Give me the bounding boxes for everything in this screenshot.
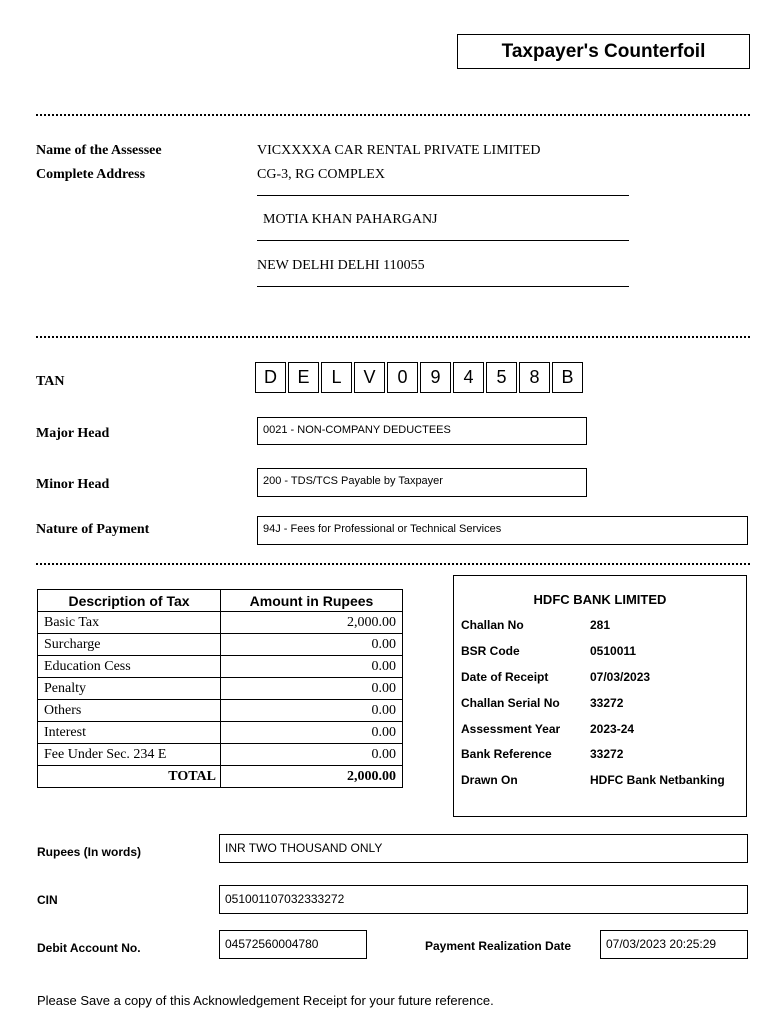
address-line-3: NEW DELHI DELHI 110055 <box>257 258 425 273</box>
challan-serial-value: 33272 <box>590 696 624 710</box>
payment-realization-date-field: 07/03/2023 20:25:29 <box>600 930 748 959</box>
table-row <box>38 612 403 634</box>
cin-label: CIN <box>37 893 58 907</box>
address-line-1: CG-3, RG COMPLEX <box>257 167 385 182</box>
column-header: Amount in Rupees <box>221 590 403 612</box>
bank-name: HDFC BANK LIMITED <box>533 592 667 607</box>
payment-realization-date-label: Payment Realization Date <box>425 939 572 953</box>
tax-amount: 0.00 <box>221 744 403 766</box>
tan-char-box: 9 <box>420 362 451 393</box>
assessment-year-label: Assessment Year <box>461 722 561 736</box>
bank-reference-value: 33272 <box>590 747 624 761</box>
tan-char-box: 0 <box>387 362 418 393</box>
tax-description: Interest <box>38 722 221 744</box>
tax-amount: 0.00 <box>221 634 403 656</box>
bsr-code-label: BSR Code <box>461 644 520 658</box>
table-header-row <box>38 590 403 612</box>
dotted-separator <box>36 114 750 116</box>
column-header: Description of Tax <box>38 590 221 612</box>
tan-char-box: E <box>288 362 319 393</box>
dotted-separator <box>36 336 750 338</box>
tan-boxes <box>255 362 583 393</box>
debit-account-field: 04572560004780 <box>219 930 367 959</box>
table-row <box>38 722 403 744</box>
tax-amount: 0.00 <box>221 722 403 744</box>
challan-no-value: 281 <box>590 618 611 632</box>
counterfoil-title: Taxpayer's Counterfoil <box>457 34 750 69</box>
address-underline-2 <box>257 240 629 241</box>
rupees-in-words-label: Rupees (In words) <box>37 845 142 859</box>
tan-char-box: V <box>354 362 385 393</box>
tax-table <box>37 589 403 788</box>
nature-of-payment-label: Nature of Payment <box>36 522 150 537</box>
tan-char-box: 5 <box>486 362 517 393</box>
tax-amount: 0.00 <box>221 700 403 722</box>
tax-amount: 2,000.00 <box>221 612 403 634</box>
table-row <box>38 700 403 722</box>
table-row <box>38 656 403 678</box>
address-underline-1 <box>257 195 629 196</box>
table-row <box>38 678 403 700</box>
tax-description: Fee Under Sec. 234 E <box>38 744 221 766</box>
address-label: Complete Address <box>36 167 146 182</box>
total-label: TOTAL <box>38 766 221 788</box>
tan-char-box: L <box>321 362 352 393</box>
table-row <box>38 744 403 766</box>
major-head-field: 0021 - NON-COMPANY DEDUCTEES <box>257 417 587 445</box>
minor-head-field: 200 - TDS/TCS Payable by Taxpayer <box>257 468 587 497</box>
table-total-row <box>38 766 403 788</box>
major-head-label: Major Head <box>36 426 110 441</box>
tax-description: Penalty <box>38 678 221 700</box>
rupees-in-words-field: INR TWO THOUSAND ONLY <box>219 834 748 863</box>
bsr-code-value: 0510011 <box>590 644 637 658</box>
cin-field: 051001107032333272 <box>219 885 748 914</box>
tan-char-box: B <box>552 362 583 393</box>
tax-description: Basic Tax <box>38 612 221 634</box>
address-line-2: MOTIA KHAN PAHARGANJ <box>263 212 438 227</box>
address-underline-3 <box>257 286 629 287</box>
drawn-on-label: Drawn On <box>461 773 518 787</box>
tan-char-box: 4 <box>453 362 484 393</box>
assessee-name-label: Name of the Assessee <box>36 143 162 158</box>
footer-note: Please Save a copy of this Acknowledgement Receipt for your future reference. <box>37 993 494 1008</box>
tan-char-box: D <box>255 362 286 393</box>
debit-account-label: Debit Account No. <box>37 941 141 955</box>
total-amount: 2,000.00 <box>221 766 403 788</box>
tax-description: Surcharge <box>38 634 221 656</box>
challan-serial-label: Challan Serial No <box>461 696 560 710</box>
assessee-name-value: VICXXXXA CAR RENTAL PRIVATE LIMITED <box>257 143 541 158</box>
tax-amount: 0.00 <box>221 678 403 700</box>
assessment-year-value: 2023-24 <box>590 722 635 736</box>
dotted-separator <box>36 563 750 565</box>
tan-label: TAN <box>36 374 65 389</box>
nature-of-payment-field: 94J - Fees for Professional or Technical Services <box>257 516 748 545</box>
bank-details-box <box>453 575 747 817</box>
minor-head-label: Minor Head <box>36 477 110 492</box>
challan-no-label: Challan No <box>461 618 524 632</box>
date-of-receipt-label: Date of Receipt <box>461 670 549 684</box>
tan-char-box: 8 <box>519 362 550 393</box>
date-of-receipt-value: 07/03/2023 <box>590 670 651 684</box>
tax-amount: 0.00 <box>221 656 403 678</box>
tax-description: Others <box>38 700 221 722</box>
table-row <box>38 634 403 656</box>
tax-description: Education Cess <box>38 656 221 678</box>
bank-reference-label: Bank Reference <box>461 747 552 761</box>
drawn-on-value: HDFC Bank Netbanking <box>590 773 725 787</box>
